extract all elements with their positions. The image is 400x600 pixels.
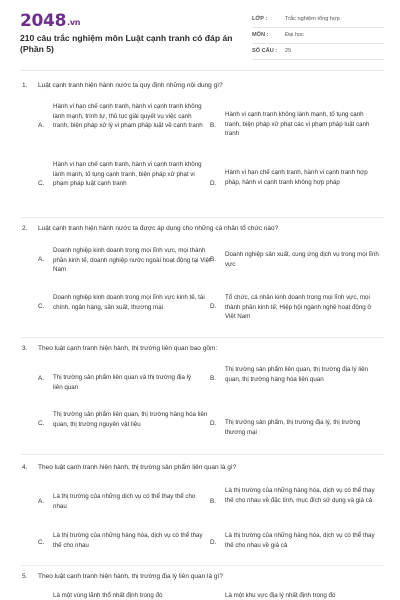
option-c[interactable]	[38, 410, 208, 446]
option-text: Doanh nghiệp sản xuất, cung ứng dịch vụ trong mọi lĩnh vực	[225, 251, 379, 268]
option-text: Thị trường sản phẩm liên quan và thị trường địa lý liên quan	[53, 374, 192, 391]
question-number: 2.	[22, 225, 28, 232]
question-4	[22, 463, 236, 472]
question-text: Theo luật cạnh tranh hiện hành, thị trường địa lý liên quan là gì?	[38, 573, 223, 580]
option-letter: B.	[210, 375, 217, 382]
option-text: Là một khu vực địa lý nhất định trong đó	[225, 592, 336, 599]
question-divider	[20, 454, 384, 455]
option-letter: C.	[38, 420, 45, 427]
question-number: 1.	[22, 82, 28, 89]
option-letter: B.	[210, 122, 217, 129]
option-letter: B.	[210, 256, 217, 263]
question-5	[22, 572, 223, 581]
question-2	[22, 224, 278, 233]
option-text: Là một vùng lãnh thổ nhất định trong đó	[53, 592, 163, 599]
option-text: Hành vi hạn chế cạnh tranh, hành vi cạnh tranh hợp pháp, hành vi cạnh tranh không hợp pháp	[225, 169, 368, 186]
option-letter: D.	[210, 539, 217, 546]
option-letter: A.	[38, 122, 45, 129]
meta-value: 25	[285, 48, 292, 54]
option-d[interactable]	[210, 527, 380, 563]
option-b[interactable]	[210, 102, 380, 152]
question-divider	[20, 565, 384, 566]
option-a[interactable]	[38, 102, 208, 152]
option-a[interactable]	[38, 365, 208, 401]
option-text: Hành vi hạn chế cạnh tranh, hành vi cạnh tranh không lành mạnh, tố tụng cạnh tranh, biện pháp xử phạt vi phạm pháp luật cạnh tranh	[53, 161, 202, 187]
question-number: 5.	[22, 573, 28, 580]
question-text: Theo luật cạnh tranh hiện hành, thị trường liên quan bao gồm:	[38, 345, 218, 352]
option-text: Là thị trường của những hàng hóa, dịch vụ có thể thay thế cho nhau về giá cả	[225, 532, 375, 549]
option-text: Thị trường sản phẩm liên quan, thị trường địa lý liên quan, thị trường hàng hóa liên quan	[225, 366, 368, 383]
option-text: Doanh nghiệp kinh doanh trong mọi lĩnh vực, mọi thành phần kinh tế, doanh nghiệp nước ngoài hoạt động tại Việt Nam	[53, 247, 211, 273]
option-text: Thị trường sản phẩm, thị trường địa lý, thị trường thương mại	[225, 419, 361, 436]
option-text: Hành vi cạnh tranh không lành mạnh, tố tụng cạnh tranh, biện pháp xử phạt các vi phạm pháp luật cạnh tranh	[225, 111, 370, 137]
meta-key: SỐ CÂU :	[252, 48, 278, 54]
question-text: Theo luật cạnh tranh hiện hành, thị trường sản phẩm liên quan là gì?	[38, 464, 237, 471]
option-text: Tổ chức, cá nhân kinh doanh trong mọi lĩnh vực, mọi thành phần kinh tế; Hiệp hội ngành nghề hoạt động ở Việt Nam	[225, 294, 372, 320]
meta-row-count	[252, 46, 384, 60]
question-number: 3.	[22, 345, 28, 352]
option-b[interactable]	[210, 365, 380, 401]
option-text: Là thị trường của những dịch vụ có thể thay thể cho nhau	[53, 493, 196, 510]
option-letter: A.	[38, 256, 45, 263]
question-divider	[20, 337, 384, 338]
question-1	[22, 81, 223, 90]
option-d[interactable]	[210, 160, 380, 210]
option-c[interactable]	[38, 293, 208, 329]
option-letter: D.	[210, 420, 217, 427]
option-letter: A.	[38, 498, 45, 505]
option-d[interactable]	[210, 410, 380, 446]
option-text: Thị trường sản phẩm liên quan, thị trường hàng hóa liên quan, thị trường nguyên vật liệu	[53, 411, 208, 428]
option-d[interactable]	[210, 293, 380, 329]
question-3	[22, 344, 217, 353]
option-text: Hành vi hạn chế cạnh tranh, hành vi cạnh tranh không lành mạnh, trình tự, thủ tục giải quyết vụ việc cạnh tranh, biện pháp xử lý vi phạm pháp luật về cạnh tranh	[53, 103, 203, 129]
document-title: 210 câu trắc nghiệm môn Luật cạnh tranh có đáp án (Phần 5)	[20, 33, 233, 54]
meta-row-class	[252, 14, 384, 28]
option-letter: C.	[38, 180, 45, 187]
meta-row-subject	[252, 30, 384, 44]
option-c[interactable]	[38, 160, 208, 210]
option-letter: C.	[38, 303, 45, 310]
option-c[interactable]	[38, 527, 208, 563]
option-text: Doanh nghiệp kinh doanh trong mọi lĩnh vực kinh tế, tài chính, ngân hàng, sản xuất, thương mại	[53, 294, 205, 311]
option-letter: C.	[38, 539, 45, 546]
option-b[interactable]	[210, 484, 380, 520]
question-number: 4.	[22, 464, 28, 471]
brand-suffix: .vn	[67, 18, 81, 27]
option-text: Là thị trường của những hàng hóa, dịch vụ có thể thay thế cho nhau về đặc tính, mục đích sử dụng và giá cả	[225, 487, 375, 504]
header-divider	[20, 70, 384, 71]
brand-name: 2048	[20, 11, 67, 31]
option-a[interactable]	[38, 590, 208, 600]
option-letter: A.	[38, 375, 45, 382]
brand-logo[interactable]	[20, 11, 80, 31]
option-a[interactable]	[38, 246, 211, 282]
question-text: Luật cạnh tranh hiện hành nước ta quy định những nội dung gì?	[38, 82, 223, 89]
meta-key: MÔN :	[252, 32, 269, 38]
option-a[interactable]	[38, 484, 208, 520]
option-text: Là thị trường của những hàng hóa, dịch vụ có thể thay thế cho nhau	[53, 532, 203, 549]
option-letter: B.	[210, 498, 217, 505]
question-text: Luật cạnh tranh hiện hành nước ta được áp dụng cho những cá nhân tổ chức nào?	[38, 225, 279, 232]
meta-value: Trắc nghiệm tổng hợp	[285, 16, 340, 22]
question-divider	[20, 217, 384, 218]
option-b[interactable]	[210, 246, 380, 282]
option-letter: D.	[210, 180, 217, 187]
option-letter: D.	[210, 303, 217, 310]
meta-value: Đại học	[285, 32, 304, 38]
meta-key: LỚP :	[252, 16, 268, 22]
option-b[interactable]	[210, 590, 380, 600]
